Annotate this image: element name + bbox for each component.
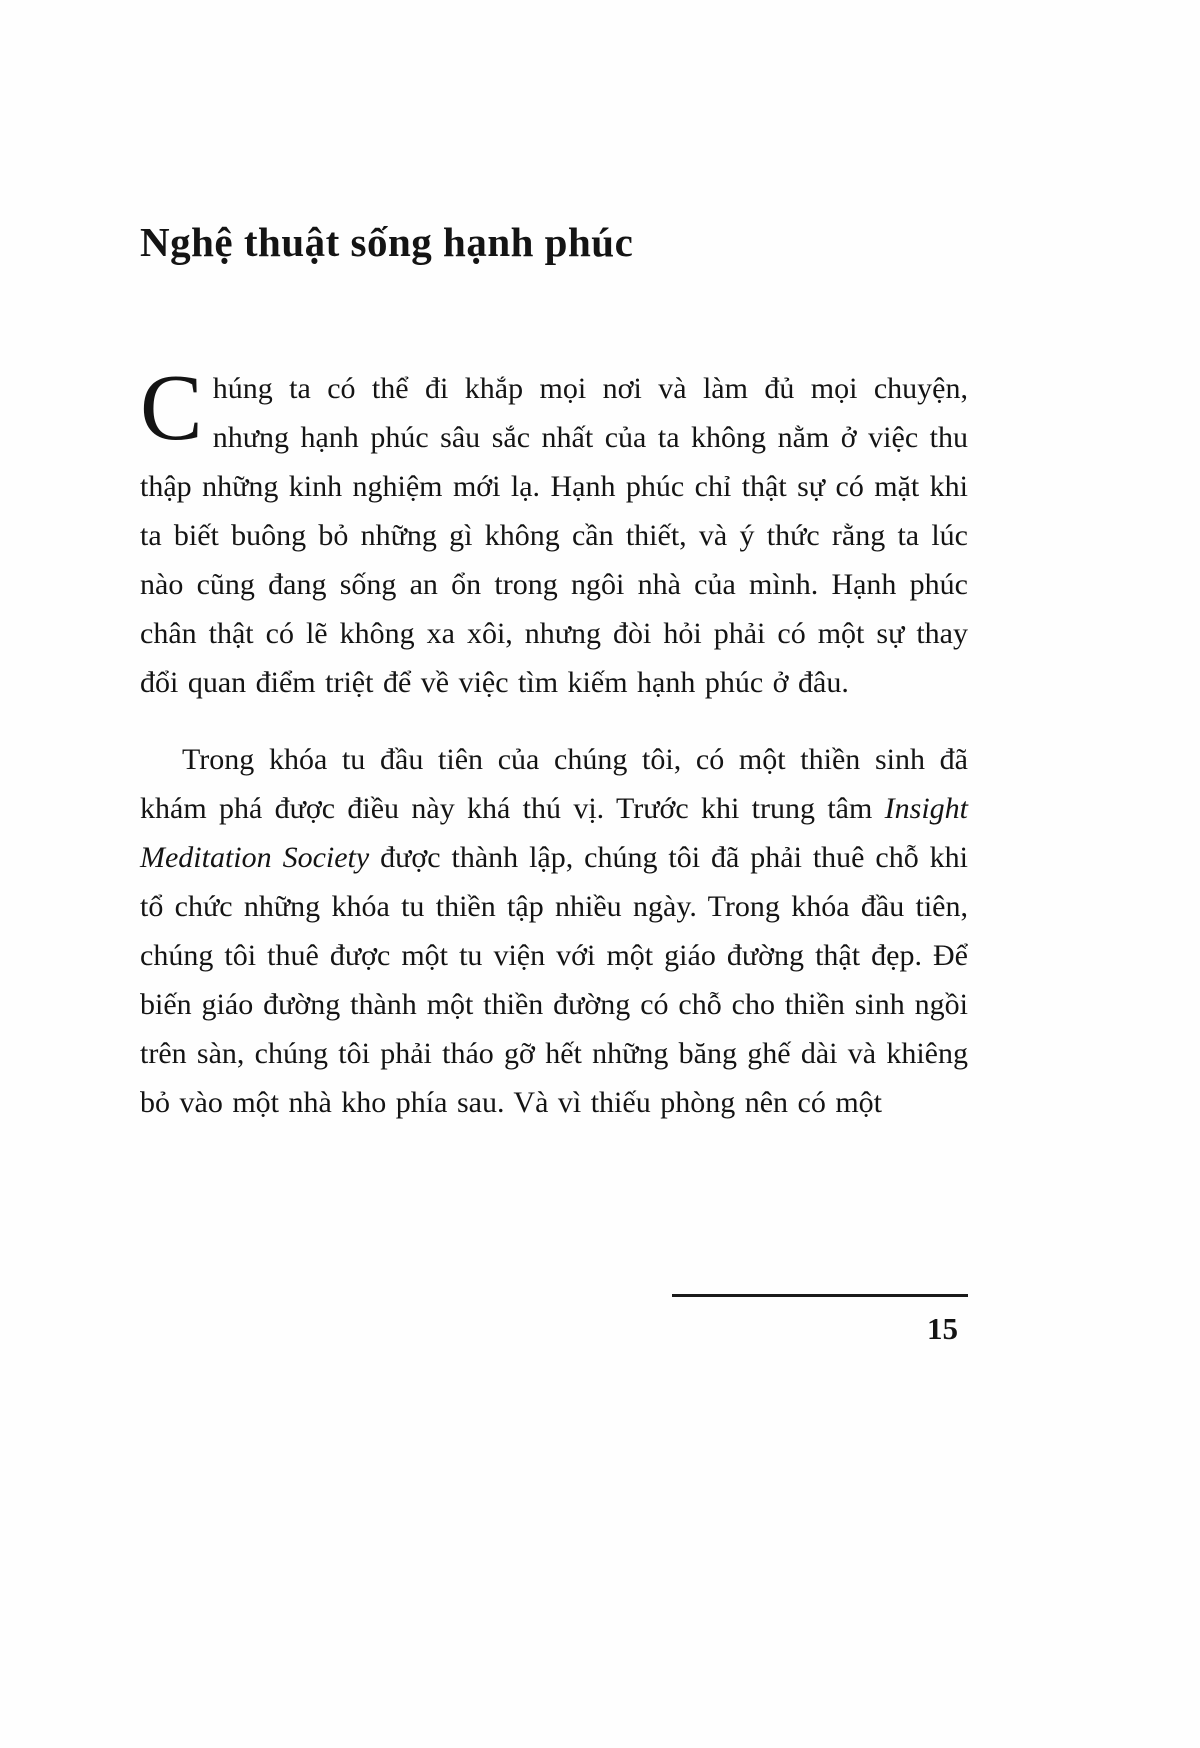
paragraph-first <box>140 356 968 707</box>
paragraph-second <box>140 735 968 1127</box>
text-segment: Insight Meditation Society <box>140 792 968 874</box>
page-content <box>140 218 968 1127</box>
drop-cap: C <box>140 356 203 460</box>
page-number: 15 <box>927 1311 958 1346</box>
text-segment: được thành lập, chúng tôi đã phải thuê chỗ khi tổ chức những khóa tu thiền tập nhiều ngày. Trong khóa đầu tiên, chúng tôi thuê được một tu viện với một giáo đường thật đẹp. Để biến giáo đường thành một thiền đường có chỗ cho thiền sinh ngồi trên sàn, chúng tôi phải tháo gỡ hết những băng ghế dài và khiêng bỏ vào một nhà kho phía sau. Và vì thiếu phòng nên có một <box>140 841 968 1119</box>
paragraph-first-text: húng ta có thể đi khắp mọi nơi và làm đủ mọi chuyện, nhưng hạnh phúc sâu sắc nhất của ta không nằm ở việc thu thập những kinh nghiệm mới lạ. Hạnh phúc chỉ thật sự có mặt khi ta biết buông bỏ những gì không cần thiết, và ý thức rằng ta lúc nào cũng đang sống an ổn trong ngôi nhà của mình. Hạnh phúc chân thật có lẽ không xa xôi, nhưng đòi hỏi phải có một sự thay đổi quan điểm triệt để về việc tìm kiếm hạnh phúc ở đâu. <box>140 372 968 699</box>
chapter-title: Nghệ thuật sống hạnh phúc <box>140 219 634 265</box>
text-segment: Trong khóa tu đầu tiên của chúng tôi, có một thiền sinh đã khám phá được điều này khá thú vị. Trước khi trung tâm <box>140 743 968 825</box>
page-footer <box>672 1294 968 1347</box>
footer-rule <box>672 1294 968 1297</box>
